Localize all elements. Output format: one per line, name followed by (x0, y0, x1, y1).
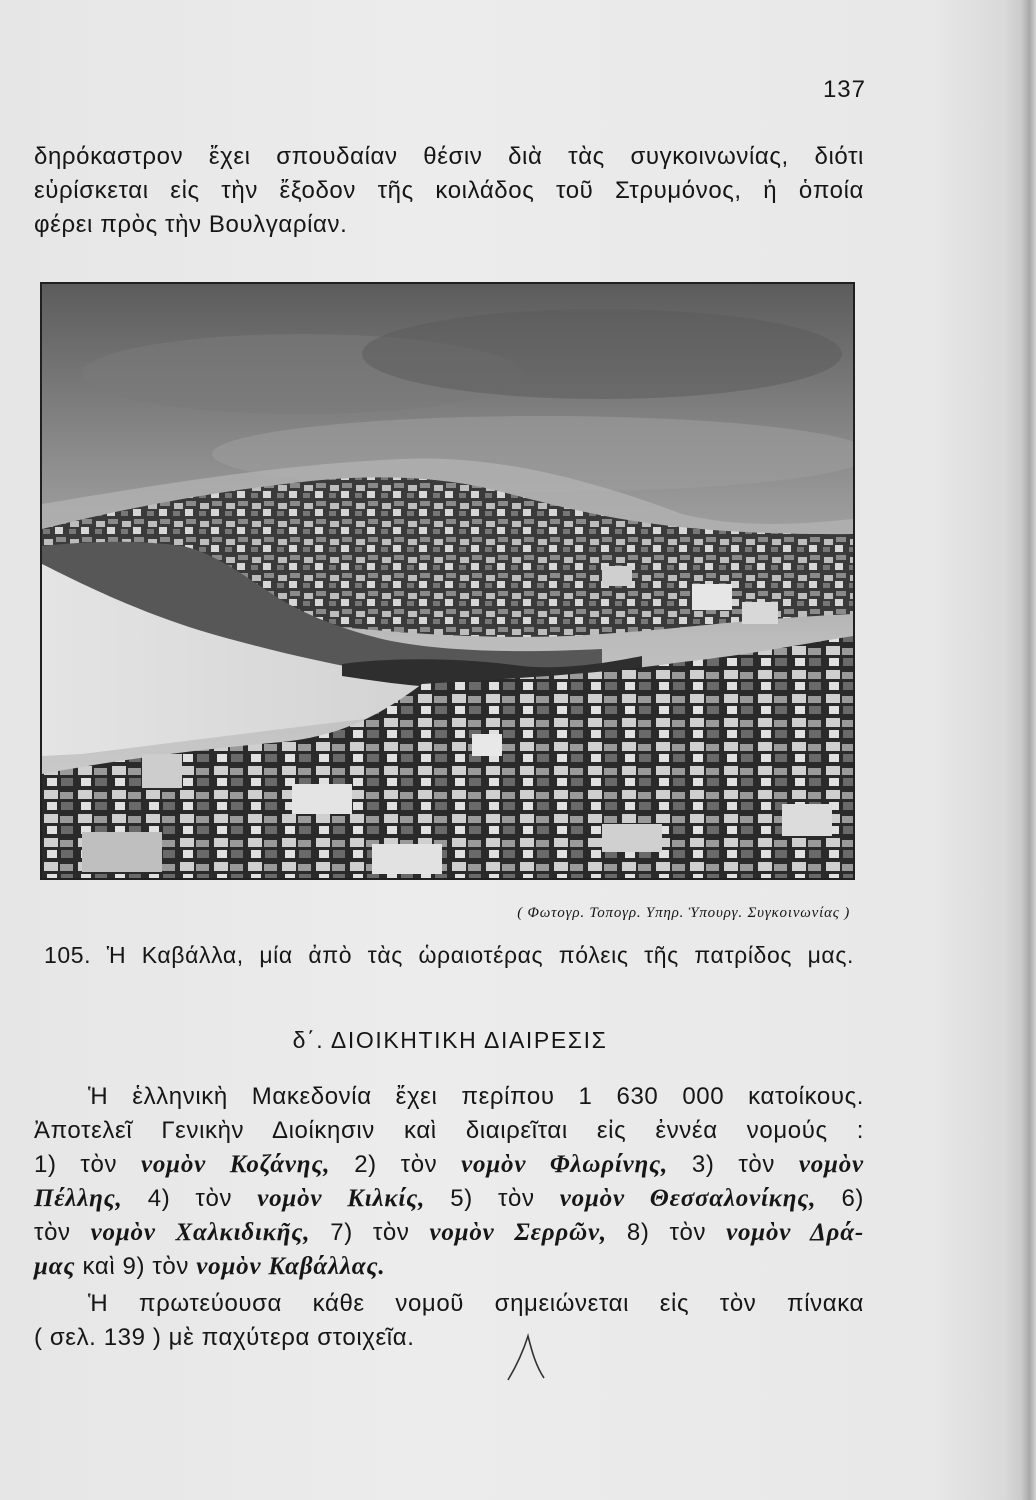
nomos-name: νομὸν Φλωρίνης, (461, 1151, 669, 1178)
text-run: 3) τὸν (668, 1151, 799, 1178)
paragraph-line: Ἡ ἑλληνικὴ Μακεδονία ἔχει περίπου 1 630 000 κατοίκους. (88, 1083, 864, 1110)
intro-line: φέρει πρὸς τὴν Βουλγαρίαν. (34, 211, 348, 238)
capitals-paragraph (34, 1287, 864, 1355)
nomos-name: νομὸν Σερρῶν, (429, 1219, 607, 1246)
intro-line: δηρόκαστρον ἔχει σπουδαίαν θέσιν διὰ τὰς συγκοινωνίας, διότι (34, 143, 864, 170)
nomos-name: νομὸν Θεσσαλονίκης, (559, 1185, 817, 1212)
text-run: 6) (816, 1185, 864, 1212)
nomos-name: νομὸν Κιλκίς, (257, 1185, 426, 1212)
paragraph-line (34, 1148, 864, 1182)
photo-credit: ( Φωτογρ. Τοπογρ. Υπηρ. Ὑπουργ. Συγκοινωνίας ) (517, 905, 850, 921)
kavala-photograph (40, 282, 855, 880)
paragraph-line (34, 1182, 864, 1216)
figure-caption: 105. Ἡ Καβάλλα, μία ἀπὸ τὰς ὡραιοτέρας πόλεις τῆς πατρίδος μας. (44, 942, 854, 968)
nomos-name: νομὸν Δρά- (726, 1219, 864, 1246)
page-edge (1020, 0, 1036, 1500)
intro-line: εὑρίσκεται εἰς τὴν ἔξοδον τῆς κοιλάδος τοῦ Στρυμόνος, ἡ ὁποία (34, 177, 864, 204)
pencil-mark (500, 1330, 550, 1390)
nomos-name: Πέλλης, (34, 1185, 123, 1212)
intro-paragraph (34, 140, 864, 242)
page-number: 137 (822, 76, 866, 103)
section-paragraph (34, 1080, 864, 1284)
text-run: 2) τὸν (330, 1151, 462, 1178)
text-run: καὶ 9) τὸν (75, 1253, 197, 1280)
paragraph-line (34, 1216, 864, 1250)
text-run: 5) τὸν (425, 1185, 560, 1212)
paragraph-line: ( σελ. 139 ) μὲ παχύτερα στοιχεῖα. (34, 1324, 415, 1351)
nomos-name: νομὸν Κοζάνης, (140, 1151, 331, 1178)
paragraph-line: Ἡ πρωτεύουσα κάθε νομοῦ σημειώνεται εἰς τὸν πίνακα (88, 1290, 864, 1317)
nomos-name: νομὸν Καβάλλας. (196, 1253, 386, 1280)
text-run: 8) τὸν (606, 1219, 727, 1246)
text-run: 7) τὸν (310, 1219, 430, 1246)
section-heading: δ΄. ΔΙΟΙΚΗΤΙΚΗ ΔΙΑΙΡΕΣΙΣ (292, 1027, 608, 1053)
text-run: 4) τὸν (122, 1185, 258, 1212)
paragraph-line (34, 1250, 864, 1284)
text-run: τὸν (34, 1219, 91, 1246)
nomos-name: νομὸν (798, 1151, 864, 1178)
paragraph-line: Ἀποτελεῖ Γενικὴν Διοίκησιν καὶ διαιρεῖται εἰς ἐννέα νομούς : (34, 1117, 864, 1144)
nomos-name: νομὸν Χαλκιδικῆς, (90, 1219, 311, 1246)
text-run: 1) τὸν (34, 1151, 141, 1178)
nomos-name: μας (34, 1253, 76, 1280)
